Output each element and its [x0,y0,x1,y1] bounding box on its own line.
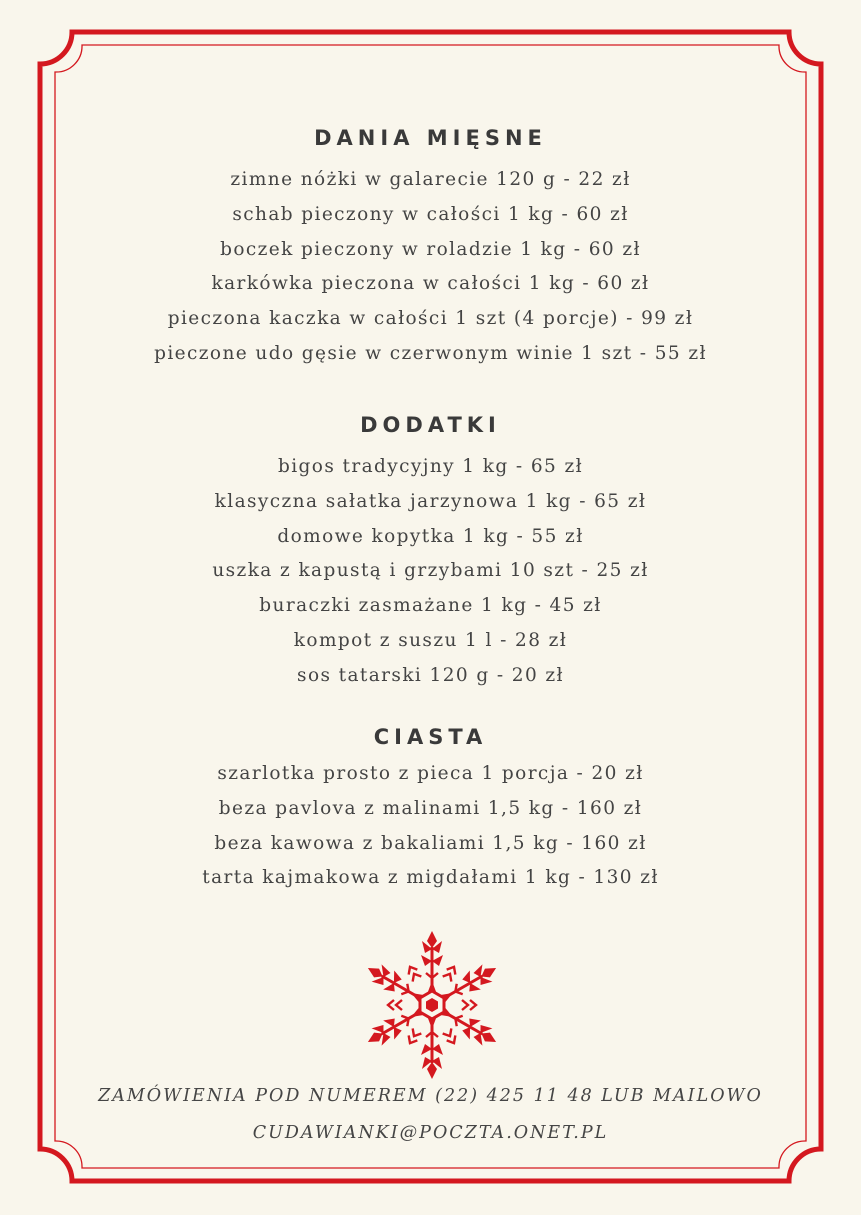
section-list-ciasta [0,757,861,896]
menu-item: zimne nóżki w galarecie 120 g - 22 zł [230,169,631,190]
menu-item: uszka z kapustą i grzybami 10 szt - 25 zł [212,560,649,582]
section-title-ciasta: CIASTA [373,725,488,749]
menu-item: schab pieczony w całości 1 kg - 60 zł [232,203,629,225]
menu-item: pieczona kaczka w całości 1 szt (4 porcje) - 99 zł [167,308,694,330]
section-title-dodatki: DODATKI [360,413,501,437]
menu-item: beza pavlova z malinami 1,5 kg - 160 zł [218,797,643,819]
menu-item: klasyczna sałatka jarzynowa 1 kg - 65 zł [214,490,647,512]
menu-item: domowe kopytka 1 kg - 55 zł [277,525,584,547]
menu-item: pieczone udo gęsie w czerwonym winie 1 szt - 55 zł [154,342,707,364]
section-title-dania-miesne: DANIA MIĘSNE [314,126,547,150]
menu-item: bigos tradycyjny 1 kg - 65 zł [278,456,583,477]
menu-item: beza kawowa z bakaliami 1,5 kg - 160 zł [214,832,647,854]
section-list-dania-miesne [0,163,861,372]
snowflake-icon [350,930,514,1080]
menu-item: szarlotka prosto z pieca 1 porcja - 20 zł [217,763,644,784]
footer-order-info: ZAMÓWIENIA POD NUMEREM (22) 425 11 48 LUB MAILOWO [98,1086,763,1106]
menu-item: karkówka pieczona w całości 1 kg - 60 zł [211,273,650,295]
menu-item: buraczki zasmażane 1 kg - 45 zł [259,595,602,617]
menu-item: tarta kajmakowa z migdałami 1 kg - 130 zł [202,867,659,889]
menu-item: sos tatarski 120 g - 20 zł [297,664,564,686]
section-list-dodatki [0,450,861,694]
menu-item: kompot z suszu 1 l - 28 zł [293,629,568,651]
menu-item: boczek pieczony w roladzie 1 kg - 60 zł [220,238,641,260]
footer-email: CUDAWIANKI@POCZTA.ONET.PL [252,1123,609,1143]
